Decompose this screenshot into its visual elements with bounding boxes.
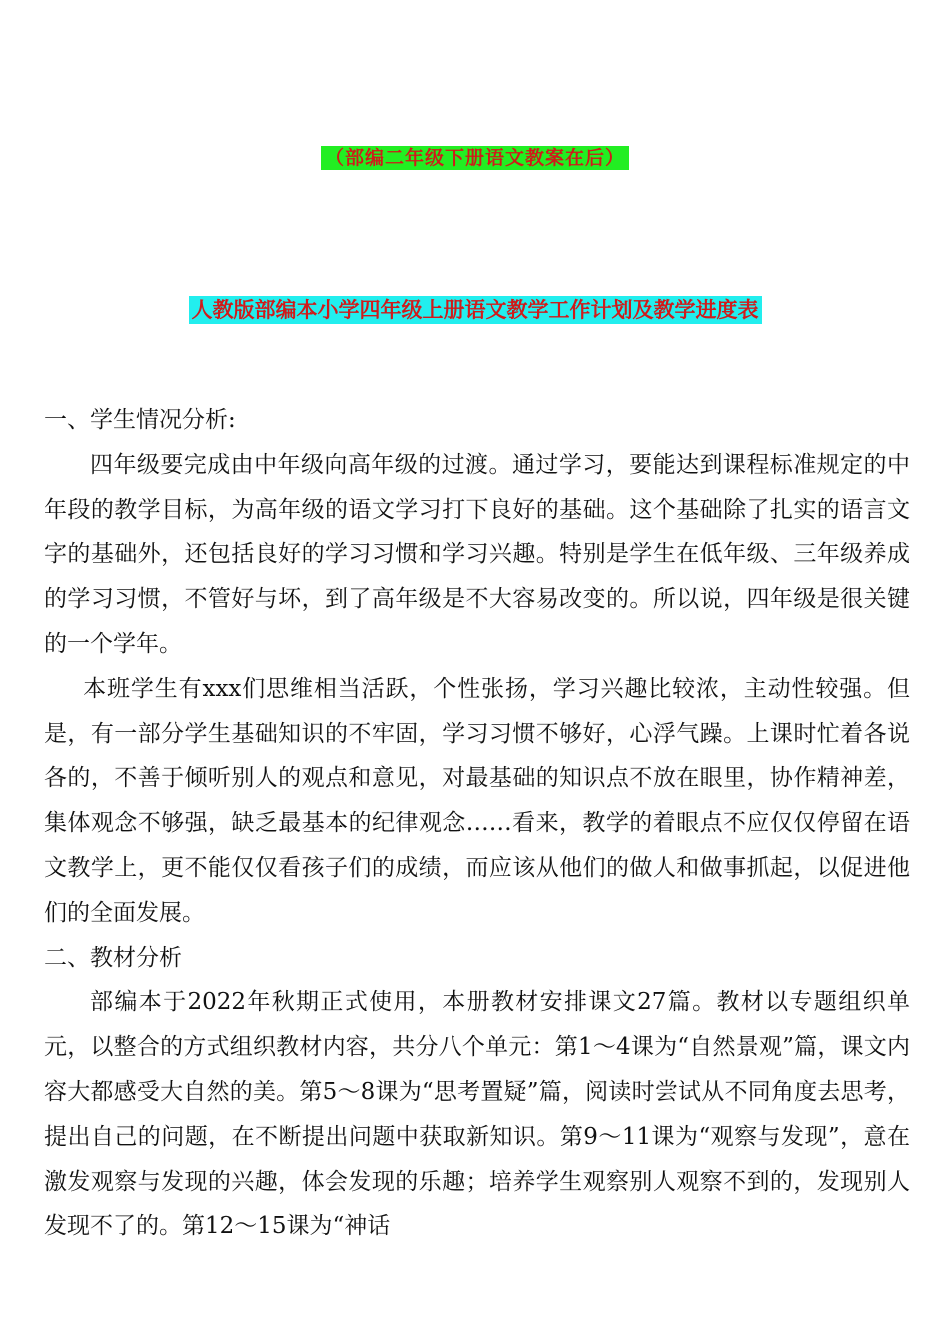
section-heading-student-analysis: 一、学生情况分析: [44, 407, 236, 433]
document-body [44, 398, 910, 1249]
paragraph-grade-transition: 四年级要完成由中年级向高年级的过渡。通过学习，要能达到课程标准规定的中年段的教学目标，为高年级的语文学习打下良好的基础。这个基础除了扎实的语言文字的基础外，还包括良好的学习习惯和学习兴趣。特别是学生在低年级、三年级养成的学习习惯，不管好与坏，到了高年级是不大容易改变的。所以说，四年级是很关键的一个学年。 [44, 451, 910, 657]
note-banner-text: （部编二年级下册语文教案在后） [321, 146, 629, 170]
paragraph-textbook-overview: 部编本于2022年秋期正式使用，本册教材安排课文27篇。教材以专题组织单元，以整合的方式组织教材内容，共分八个单元：第1～4课为“自然景观”篇，课文内容大都感受大自然的美。第5～8课为“思考置疑”篇，阅读时尝试从不同角度去思考，提出自己的问题，在不断提出问题中获取新知识。第9～11课为“观察与发现”，意在激发观察与发现的兴趣，体会发现的乐趣；培养学生观察别人观察不到的，发现别人发现不了的。第12～15课为“神话 [44, 989, 910, 1240]
document-title [0, 296, 950, 324]
paragraph-class-situation: 本班学生有xxx们思维相当活跃，个性张扬，学习兴趣比较浓，主动性较强。但是，有一部分学生基础知识的不牢固，学习习惯不够好，心浮气躁。上课时忙着各说各的，不善于倾听别人的观点和意见，对最基础的知识点不放在眼里，协作精神差，集体观念不够强，缺乏最基本的纪律观念……看来，教学的着眼点不应仅仅停留在语文教学上，更不能仅仅看孩子们的成绩，而应该从他们的做人和做事抓起，以促进他们的全面发展。 [44, 675, 910, 926]
section-heading-textbook-analysis: 二、教材分析 [44, 944, 182, 971]
note-banner [0, 146, 950, 170]
document-title-text: 人教版部编本小学四年级上册语文教学工作计划及教学进度表 [189, 296, 762, 324]
